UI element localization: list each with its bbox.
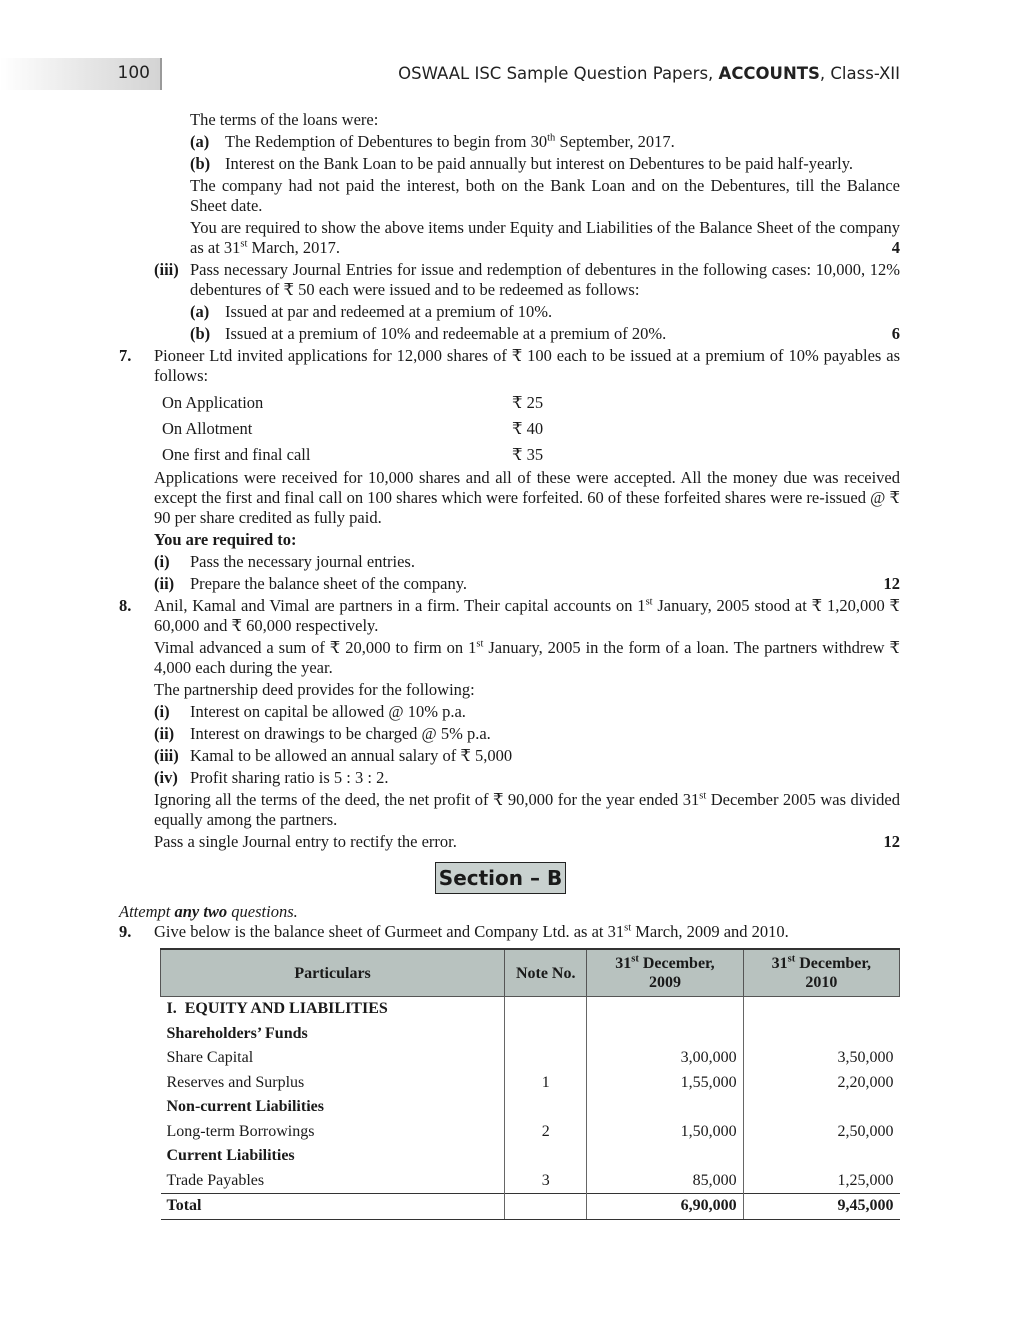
value-cell [743,997,899,1022]
term-b-text: Interest on the Bank Loan to be paid annually but interest on Debentures to be paid half-yearly. [225,154,854,173]
deed-item-text: Profit sharing ratio is 5 : 3 : 2. [190,768,389,787]
question-8-ignoring [119,790,900,830]
paragraph-required [119,218,900,258]
note-cell [505,1144,587,1169]
question-9-number: 9. [119,922,132,941]
question-9 [119,922,900,942]
section-number: I. [166,1000,177,1018]
question-8-sup: st [645,596,653,608]
deed-item-label: (i) [154,702,170,721]
ignoring-text: Ignoring all the terms of the deed, the net profit of ₹ 90,000 for the year ended 31 [154,790,700,809]
section-title: EQUITY AND LIABILITIES [184,1000,388,1018]
value-cell [743,1022,899,1047]
note-cell [505,997,587,1022]
ignoring-text-end: December 2005 was divided equally among the partners. [154,790,900,829]
question-7-i-label: (i) [154,552,170,571]
note-cell: 3 [505,1169,587,1194]
row-label: Non-current Liabilities [161,1095,505,1120]
value-cell: 3,50,000 [743,1046,899,1071]
question-7-ii [119,574,900,594]
term-b [119,154,900,174]
marks-12: 12 [883,574,900,593]
header-2010-sup: st [787,953,796,965]
part-iii-label: (iii) [154,260,179,279]
term-a [119,132,900,152]
term-b-label: (b) [190,154,211,173]
value-cell [587,1144,743,1169]
row-label: Current Liabilities [161,1144,505,1169]
payment-row [162,416,543,442]
marks-12-q8: 12 [883,832,900,851]
header-2010-month: December, [795,955,872,972]
required-text: You are required to show the above items under Equity and Liabilities of the Balance Sheet of the company as at 31 [190,218,900,257]
header-2010-day: 31 [771,955,788,972]
deed-item-label: (iii) [154,746,179,765]
row-label: Shareholders’ Funds [161,1022,505,1047]
title-suffix: , Class-XII [819,64,900,83]
payment-row [162,442,543,468]
term-a-label: (a) [190,132,210,151]
payment-amount: ₹ 40 [512,419,544,438]
payment-amount: ₹ 25 [512,393,544,412]
payment-label: One first and final call [162,445,311,464]
ignoring-sup: st [699,790,707,802]
table-row [161,1022,900,1047]
attempt-text-end: questions. [227,902,298,921]
question-7-i [119,552,900,572]
part-iii-a-label: (a) [190,302,210,321]
note-cell [505,1095,587,1120]
deed-item-text: Interest on capital be allowed @ 10% p.a. [190,702,466,721]
part-iii [119,260,900,300]
question-8-intro: Anil, Kamal and Vimal are partners in a firm. Their capital accounts on 1 [154,596,646,615]
payment-label: On Allotment [162,419,253,438]
term-a-sup: th [547,132,556,144]
attempt-emphasis: any two [174,902,228,921]
value-cell [587,997,743,1022]
terms-intro: The terms of the loans were: [190,110,379,129]
question-9-sup: st [624,922,632,934]
required-sup: st [240,238,248,250]
payment-label: On Application [162,393,264,412]
value-cell: 1,55,000 [587,1071,743,1096]
header-2009-month: December, [638,955,715,972]
question-8-number: 8. [119,596,132,615]
row-label: Long-term Borrowings [161,1120,505,1145]
balance-sheet-table [160,948,900,1220]
value-cell [743,1144,899,1169]
final-text: Pass a single Journal entry to rectify the error. [154,832,457,851]
row-label: Trade Payables [161,1169,505,1194]
question-8-deed: The partnership deed provides for the following: [154,680,475,699]
question-7-required: You are required to: [154,530,297,549]
header-2009-year: 2009 [648,974,681,991]
table-header-row [161,949,900,997]
term-a-text: The Redemption of Debentures to begin from 30 [225,132,548,151]
attempt-text: Attempt [119,902,175,921]
table-row [161,1169,900,1194]
question-8 [119,596,900,636]
part-iii-text: Pass necessary Journal Entries for issue and redemption of debentures in the following cases: 10,000, 12% debentures of ₹ 50 each were issued and to be redeemed as follows: [190,260,900,299]
header-2010-year: 2010 [805,974,838,991]
header-2009-day: 31 [615,955,632,972]
note-cell [505,1194,587,1220]
row-label: Reserves and Surplus [161,1071,505,1096]
deed-item [119,746,900,766]
total-2009: 6,90,000 [587,1194,743,1220]
part-iii-b-text: Issued at a premium of 10% and redeemable at a premium of 20%. [225,324,667,343]
table-row [161,1071,900,1096]
table-row [161,997,900,1022]
page-number-tab [0,58,162,90]
question-8-intro-end: January, 2005 stood at ₹ 1,20,000 ₹ 60,000 and ₹ 60,000 respectively. [154,596,900,635]
payment-schedule [162,390,543,468]
deed-item [119,724,900,744]
note-cell [505,1022,587,1047]
value-cell: 1,50,000 [587,1120,743,1145]
question-8-loan [119,638,900,678]
question-9-intro-end: March, 2009 and 2010. [631,922,789,941]
question-8-final [119,832,900,852]
table-row [161,1046,900,1071]
value-cell: 85,000 [587,1169,743,1194]
row-label: Share Capital [161,1046,505,1071]
deed-item [119,768,900,788]
value-cell: 3,00,000 [587,1046,743,1071]
total-row [161,1194,900,1220]
running-title [398,64,900,83]
note-cell: 2 [505,1120,587,1145]
title-subject: ACCOUNTS [718,64,820,83]
table-row [161,1095,900,1120]
question-7-intro: Pioneer Ltd invited applications for 12,000 shares of ₹ 100 each to be issued at a premium of 10% payables as follows: [154,346,900,385]
loan-text: Vimal advanced a sum of ₹ 20,000 to firm on 1 [154,638,477,657]
deed-item [119,702,900,722]
part-iii-a [119,302,900,322]
loan-sup: st [476,638,484,650]
value-cell: 2,50,000 [743,1120,899,1145]
part-iii-a-text: Issued at par and redeemed at a premium of 10%. [225,302,553,321]
part-iii-b-label: (b) [190,324,211,343]
payment-row [162,390,543,416]
note-cell [505,1046,587,1071]
total-2010: 9,45,000 [743,1194,899,1220]
attempt-instruction [119,902,900,922]
page-number: 100 [117,63,150,83]
marks-4: 4 [891,238,900,257]
value-cell [587,1095,743,1120]
header-2009 [587,949,743,997]
header-note: Note No. [505,949,587,997]
section-b-heading: Section – B [435,862,566,894]
header-particulars: Particulars [161,949,505,997]
table-row [161,1120,900,1145]
total-label: Total [161,1194,505,1220]
header-2009-sup: st [631,953,639,965]
term-a-text-end: September, 2017. [555,132,675,151]
marks-6: 6 [891,324,900,343]
required-text-end: March, 2017. [247,238,340,257]
value-cell: 1,25,000 [743,1169,899,1194]
question-7-ii-label: (ii) [154,574,175,593]
deed-item-label: (iv) [154,768,178,787]
question-7-paragraph: Applications were received for 10,000 shares and all of these were accepted. All the money due was received except the first and final call on 100 shares which were forfeited. 60 of these forfeited shares were re-issued @ ₹ 90 per share credited as fully paid. [154,468,900,527]
deed-item-label: (ii) [154,724,175,743]
question-7 [119,346,900,386]
paragraph-interest: The company had not paid the interest, both on the Bank Loan and on the Debentures, till the Balance Sheet date. [190,176,900,215]
part-iii-b [119,324,900,344]
deed-item-text: Interest on drawings to be charged @ 5% p.a. [190,724,491,743]
deed-item-text: Kamal to be allowed an annual salary of ₹ 5,000 [190,746,513,765]
section-label [161,997,505,1022]
question-7-ii-text: Prepare the balance sheet of the company. [190,574,468,593]
question-9-intro: Give below is the balance sheet of Gurmeet and Company Ltd. as at 31 [154,922,625,941]
value-cell [587,1022,743,1047]
note-cell: 1 [505,1071,587,1096]
payment-amount: ₹ 35 [512,445,544,464]
value-cell [743,1095,899,1120]
question-7-i-text: Pass the necessary journal entries. [190,552,415,571]
question-7-number: 7. [119,346,132,365]
loan-text-end: January, 2005 in the form of a loan. The partners withdrew ₹ 4,000 each during the year. [154,638,900,677]
value-cell: 2,20,000 [743,1071,899,1096]
table-row [161,1144,900,1169]
title-prefix: OSWAAL ISC Sample Question Papers, [398,64,719,83]
page-content [119,110,900,1220]
header-2010 [743,949,899,997]
page-header [0,58,1020,92]
